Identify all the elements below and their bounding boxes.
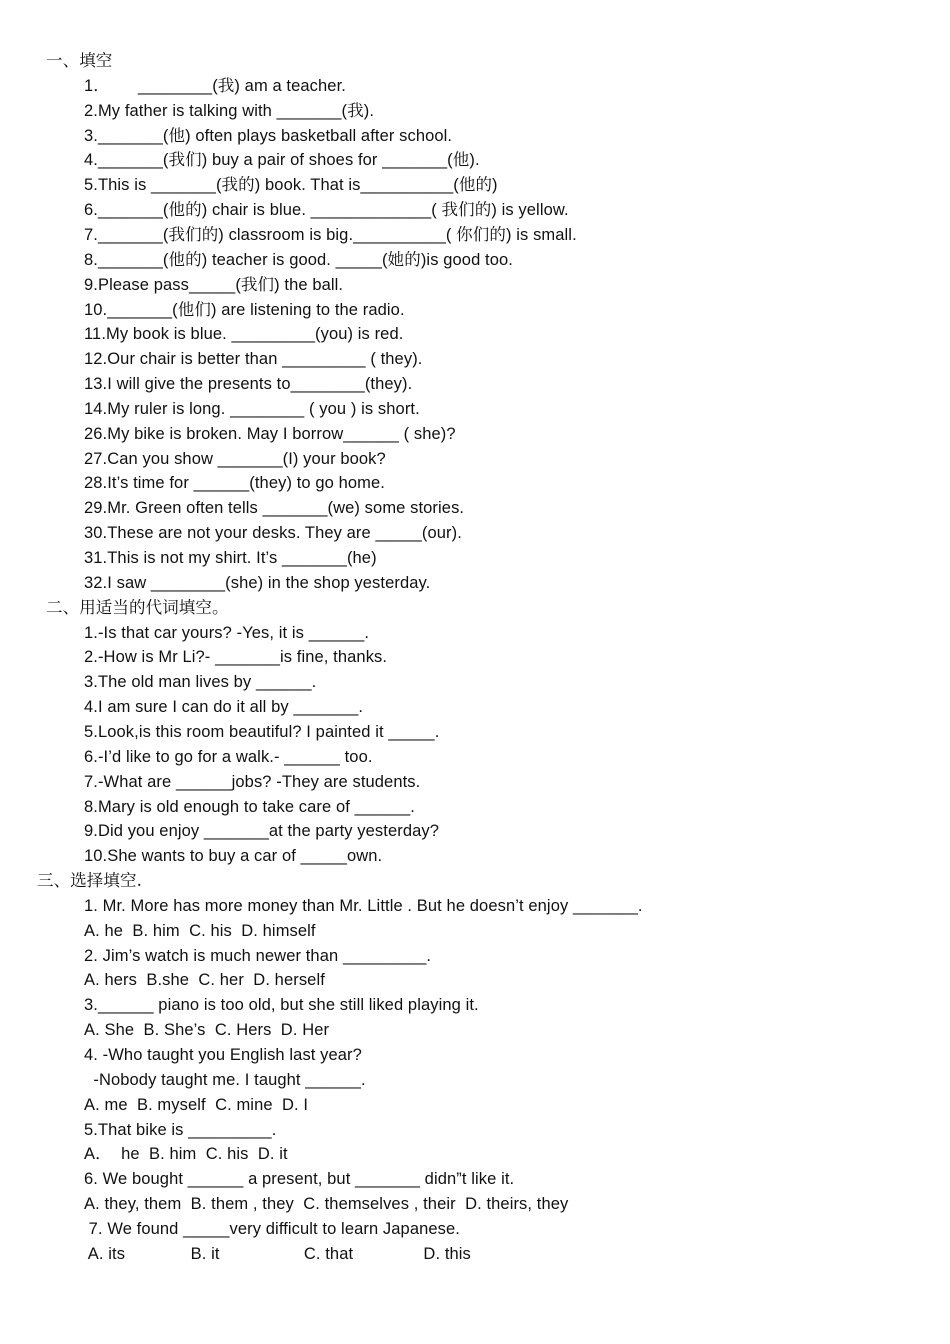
question-line: 2.My father is talking with _______(我). (84, 101, 375, 120)
question-line: 29.Mr. Green often tells _______(we) some stories. (84, 499, 465, 518)
question-or-options-line: 2. Jim’s watch is much newer than _________. (84, 946, 432, 965)
question-or-options-line: 4. -Who taught you English last year? (84, 1046, 362, 1064)
question-or-options-line: A. hers B.she C. her D. herself (84, 971, 325, 990)
question-or-options-line: 6. We bought ______ a present, but _______ didn”t like it. (84, 1170, 515, 1189)
question-line: 4._______(我们) buy a pair of shoes for _______(他). (84, 151, 480, 170)
question-line: 6._______(他的) chair is blue. _____________( 我们的) is yellow. (84, 201, 569, 220)
question-line: 10._______(他们) are listening to the radio. (84, 300, 405, 319)
question-line: 7.-What are ______jobs? -They are students. (84, 772, 421, 791)
section-heading: 三、选择填空. (37, 871, 142, 891)
question-line: 28.It’s time for ______(they) to go home. (84, 474, 385, 493)
question-or-options-line: A. me B. myself C. mine D. I (84, 1095, 309, 1114)
question-or-options-line: A. She B. She’s C. Hers D. Her (84, 1021, 330, 1040)
question-or-options-line: A. they, them B. them , they C. themselves , their D. theirs, they (84, 1195, 569, 1214)
question-or-options-line: -Nobody taught me. I taught ______. (84, 1070, 366, 1089)
question-line: 9.Did you enjoy _______at the party yesterday? (84, 822, 439, 841)
question-line: 26.My bike is broken. May I borrow______ ( she)? (84, 424, 456, 443)
question-or-options-line: 1. Mr. More has more money than Mr. Little . But he doesn’t enjoy _______. (84, 896, 643, 915)
question-or-options-line: 5.That bike is _________. (84, 1120, 277, 1139)
question-or-options-line: A. its B. it C. that D. this (84, 1244, 471, 1263)
question-line: 8._______(他的) teacher is good. _____(她的)is good too. (84, 250, 513, 269)
question-line: 2.-How is Mr Li?- _______is fine, thanks. (84, 648, 388, 667)
question-line: 13.I will give the presents to________(they). (84, 375, 413, 394)
question-line: 32.I saw ________(she) in the shop yesterday. (84, 573, 431, 592)
question-line: 27.Can you show _______(I) your book? (84, 449, 386, 468)
question-line: 3._______(他) often plays basketball after school. (84, 126, 453, 145)
question-line: 7._______(我们的) classroom is big.__________( 你们的) is small. (84, 225, 577, 244)
question-line: 5.This is _______(我的) book. That is__________(他的) (84, 176, 498, 195)
question-line: 4.I am sure I can do it all by _______. (84, 698, 364, 717)
question-line: 14.My ruler is long. ________ ( you ) is short. (84, 399, 420, 418)
question-line: 1.-Is that car yours? -Yes, it is ______. (84, 623, 370, 642)
question-line: 11.My book is blue. _________(you) is red. (84, 325, 404, 344)
section-heading: 一、填空 (46, 51, 113, 70)
question-line: 31.This is not my shirt. It’s _______(he) (84, 549, 377, 567)
question-or-options-line: A. he B. him C. his D. himself (84, 921, 316, 940)
question-line: 3.The old man lives by ______. (84, 673, 317, 692)
question-line: 8.Mary is old enough to take care of ______. (84, 797, 415, 816)
question-line: 12.Our chair is better than _________ ( they). (84, 350, 423, 369)
question-line: 1． ________(我) am a teacher. (84, 76, 346, 95)
question-line: 6.-I’d like to go for a walk.- ______ too. (84, 747, 373, 766)
question-line: 9.Please pass_____(我们) the ball. (84, 275, 344, 294)
section-heading: 二、用适当的代词填空。 (46, 597, 229, 617)
question-or-options-line: 3.______ piano is too old, but she still liked playing it. (84, 996, 479, 1015)
question-or-options-line: 7. We found _____very difficult to learn Japanese. (84, 1219, 460, 1238)
question-line: 10.She wants to buy a car of _____own. (84, 847, 383, 866)
question-or-options-line: A． he B. him C. his D. it (84, 1145, 288, 1164)
question-line: 30.These are not your desks. They are _____(our). (84, 524, 462, 543)
question-line: 5.Look,is this room beautiful? I painted it _____. (84, 722, 440, 741)
